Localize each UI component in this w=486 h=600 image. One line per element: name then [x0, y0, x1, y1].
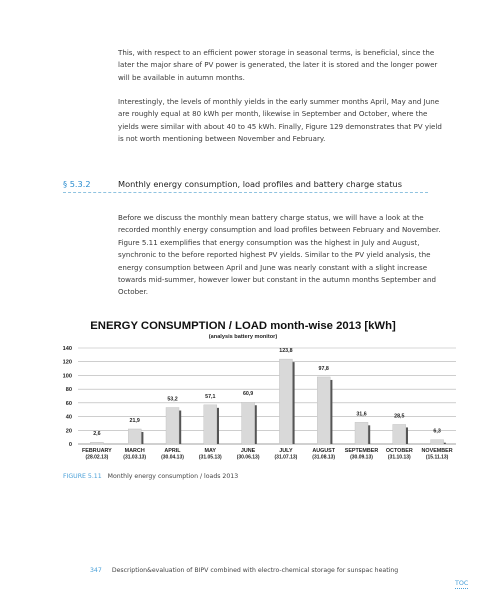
data-label: 21,9 — [129, 417, 140, 424]
body-paragraph: Interestingly, the levels of monthly yields in the early summer months April, May and June are roughly equal at 80 kWh per month, likewise in September and October, where the yields were similar with about 40 to 45 kWh. Finally, Figure 129 demonstrates that PV yield is not worth mentioning between November and February. — [118, 97, 442, 144]
toc-link[interactable]: TOC — [455, 579, 469, 587]
data-label: 2,6 — [93, 431, 101, 438]
bar — [317, 377, 330, 444]
bar — [204, 405, 217, 444]
x-tick-date: (30.06.13) — [236, 454, 260, 461]
x-tick-date: (30.09.13) — [350, 454, 373, 461]
data-label: 57,1 — [205, 393, 216, 400]
x-tick-label: SEPTEMBER — [344, 448, 379, 454]
y-tick-label: 120 — [62, 359, 72, 366]
bar — [166, 408, 179, 444]
bar-shadow — [217, 408, 219, 444]
y-tick-label: 0 — [68, 442, 72, 448]
bar — [355, 422, 368, 444]
y-tick-label: 40 — [65, 414, 72, 421]
bar — [279, 359, 292, 444]
bar — [393, 424, 406, 444]
y-tick-label: 100 — [62, 373, 72, 380]
y-tick-label: 20 — [65, 428, 72, 435]
bar-shadow — [330, 380, 332, 444]
x-tick-date: (28.02.13) — [85, 454, 109, 461]
x-tick-date: (31.10.13) — [387, 454, 411, 461]
bar-shadow — [141, 432, 143, 444]
bar-shadow — [179, 411, 181, 444]
bar-shadow — [368, 425, 370, 444]
data-label: 6,3 — [433, 428, 441, 435]
x-tick-label: MARCH — [124, 448, 145, 454]
x-tick-label: APRIL — [164, 448, 181, 454]
section-number: § 5.3.2 — [63, 179, 91, 189]
y-tick-label: 140 — [62, 346, 72, 352]
bar — [128, 429, 141, 444]
bar-shadow — [406, 427, 408, 444]
chart-title: ENERGY CONSUMPTION / LOAD month-wise 2013 [kWh] — [90, 320, 396, 332]
x-tick-label: JULY — [279, 448, 293, 454]
data-label: 28,5 — [394, 413, 405, 420]
x-tick-label: OCTOBER — [385, 448, 413, 454]
figure-label: FIGURE 5.11 — [63, 473, 102, 480]
bar-shadow — [255, 405, 257, 444]
x-tick-date: (31.08.13) — [312, 454, 336, 461]
bar — [431, 440, 444, 444]
bar — [90, 442, 103, 444]
body-paragraph: This, with respect to an efficient power storage in seasonal terms, is beneficial, since the later the major share of PV power is generated, the later it is stored and the longer power will be available in autumn months. — [118, 48, 438, 82]
x-tick-label: MAY — [204, 448, 217, 454]
bar — [242, 402, 255, 444]
y-tick-label: 80 — [65, 387, 72, 394]
x-tick-label: AUGUST — [312, 448, 336, 454]
x-tick-date: (31.03.13) — [123, 454, 147, 461]
figure-caption — [63, 473, 238, 480]
y-tick-label: 60 — [65, 400, 72, 407]
section-title: Monthly energy consumption, load profiles and battery charge status — [118, 179, 402, 189]
bar-shadow — [292, 362, 294, 444]
footer-text: Description&evaluation of BIPV combined with electro-chemical storage for sunspac heating — [111, 567, 399, 574]
page-number: 347 — [90, 567, 102, 574]
figure-caption-text: Monthly energy consumption / loads 2013 — [107, 473, 239, 480]
data-label: 60,9 — [242, 391, 254, 398]
page-footer — [90, 567, 398, 574]
data-label: 123,8 — [279, 348, 293, 355]
x-tick-date: (31.05.13) — [198, 454, 222, 461]
data-label: 53,2 — [167, 396, 178, 403]
x-tick-label: FEBRUARY — [82, 448, 112, 454]
data-label: 97,8 — [318, 365, 329, 372]
x-tick-label: NOVEMBER — [421, 448, 453, 454]
x-tick-label: JUNE — [240, 448, 256, 454]
chart-subtitle: (analysis battery monitor) — [208, 334, 278, 340]
x-tick-date: (30.04.13) — [161, 454, 184, 461]
x-tick-date: (15.11.13) — [425, 454, 449, 461]
body-paragraph: Before we discuss the monthly mean battery charge status, we will have a look at the recorded monthly energy consumption and load profiles between February and November. Figure 5.11 exemplifies that energy consumption was the highest in July and August, synchronic to the before reported highest PV yields. Similar to the PV yield analysis, the energy consumption between April and June was nearly constant with a slight increase towards mid-summer, however lower but constant in the autumn months September and October. — [118, 213, 441, 297]
data-label: 31,6 — [356, 411, 367, 418]
x-tick-date: (31.07.13) — [274, 454, 298, 461]
bar-shadow — [444, 443, 446, 444]
